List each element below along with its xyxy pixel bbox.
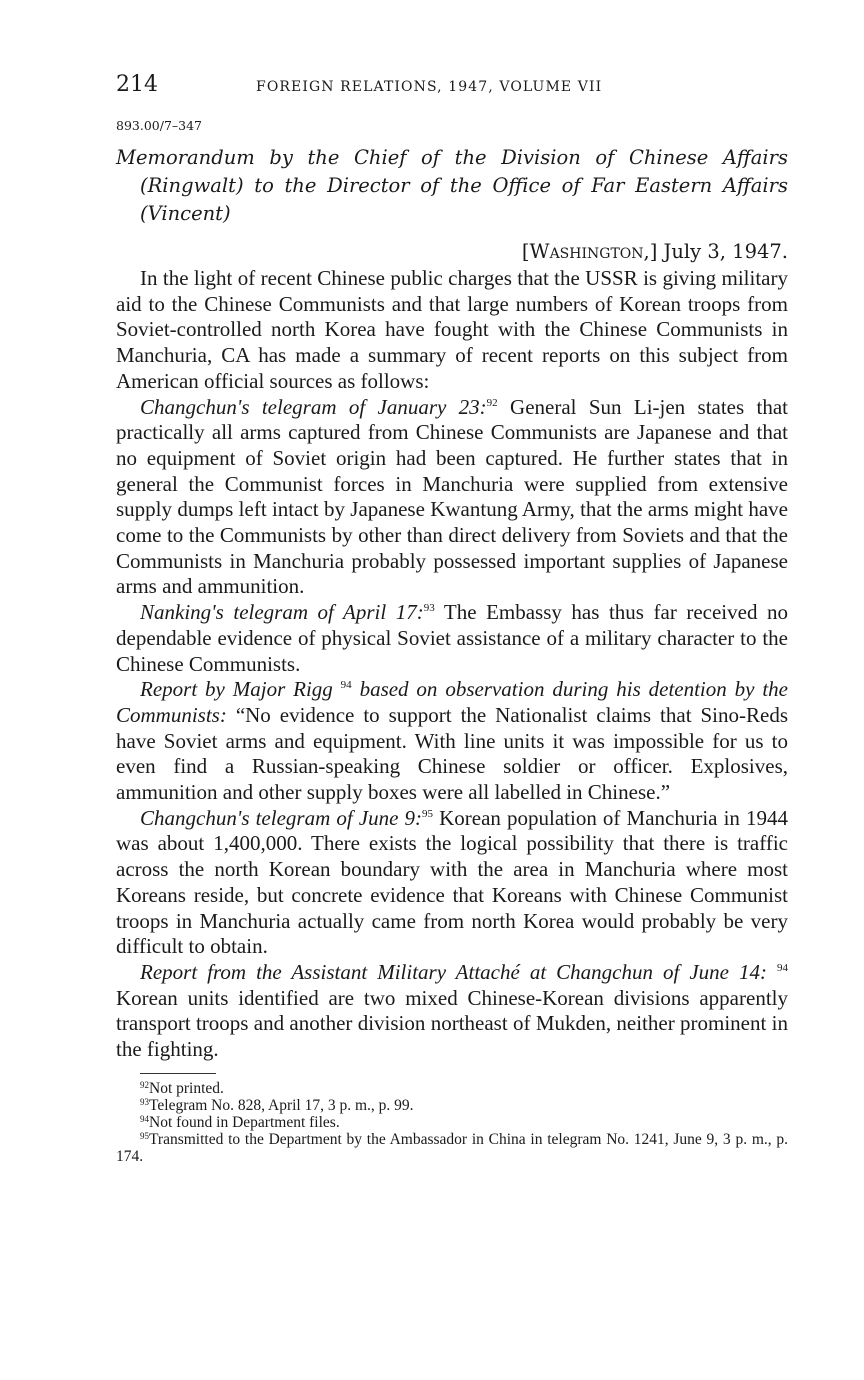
footnote-number: 93: [140, 1096, 149, 1107]
footnote-93: [116, 1097, 788, 1114]
footnote-92: [116, 1080, 788, 1097]
footnote-number: 94: [140, 1113, 149, 1124]
paragraph-text: “No evidence to support the Nationalist claims that Sino-Reds have Soviet arms and equipment. With line units it was impossible for us to even find a Russian-speaking Chinese soldier or officer. Explosives, ammunition and other supply boxes were all labelled in Chinese.”: [116, 702, 788, 805]
page-number: 214: [116, 72, 158, 97]
paragraph-lead: Changchun's telegram of June 9:: [140, 805, 422, 830]
footnote-94: [116, 1114, 788, 1131]
paragraph-lead: Changchun's telegram of January 23:: [140, 394, 487, 419]
paragraph-changchun-june: [116, 806, 788, 960]
paragraph-nanking-april: [116, 600, 788, 677]
paragraph-major-rigg: [116, 677, 788, 806]
footnote-text: Not found in Department files.: [149, 1113, 340, 1131]
paragraph-text: The Embassy has thus far received no dependable evidence of physical Soviet assistance of a military character to the Chinese Communists.: [116, 600, 788, 676]
dateline: [116, 238, 788, 266]
footnote-number: 95: [140, 1130, 149, 1141]
footnote-ref[interactable]: 92: [486, 396, 498, 409]
footnote-95: [116, 1131, 788, 1165]
file-number: 893.00/7–347: [116, 118, 203, 133]
paragraph-text: Korean population of Manchuria in 1944 was about 1,400,000. There exists the logical possibility that there is traffic across the north Korean boundary with the area in Manchuria where most Koreans reside, but concrete evidence that Koreans with Chinese Communist troops in Manchuria actually came from north Korea would probably be very difficult to obtain.: [116, 805, 789, 959]
footnote-ref[interactable]: 94: [777, 961, 789, 974]
paragraph-lead: Nanking's telegram of April 17:: [140, 600, 424, 625]
footnote-ref[interactable]: 94: [340, 679, 352, 692]
paragraph-lead-continued: based on observation during his detention by the Communists:: [116, 677, 789, 727]
paragraph-intro: [116, 266, 788, 395]
running-title: FOREIGN RELATIONS, 1947, VOLUME VII: [256, 79, 603, 95]
memorandum-body: [116, 266, 788, 1063]
dateline-place: [Washington,]: [521, 240, 658, 263]
footnote-number: 92: [140, 1079, 149, 1090]
running-head: [116, 72, 788, 102]
footnote-ref[interactable]: 95: [422, 807, 433, 820]
document-page: [116, 72, 788, 1165]
footnote-text: Transmitted to the Department by the Ambassador in China in telegram No. 1241, June 9, 3 p. m., p. 174.: [116, 1130, 788, 1165]
paragraph-text: In the light of recent Chinese public charges that the USSR is giving military aid to the Chinese Communists and that large numbers of Korean troops from Soviet-controlled north Korea have fought with the Chinese Communists in Manchuria, CA has made a summary of recent reports on this subject from American official sources as follows:: [116, 266, 788, 393]
dateline-date: July 3, 1947.: [663, 240, 788, 263]
footnotes: [116, 1080, 788, 1165]
paragraph-text: General Sun Li-jen states that practically all arms captured from Chinese Communists are Japanese and that no equipment of Soviet origin had been captured. He further states that in general the Communist forces in Manchuria were supplied from extensive supply dumps left intact by Japanese Kwantung Army, that the arms might have come to the Communists by other than direct delivery from Soviets and that the Communists in Manchuria probably possessed important supplies of Japanese arms and ammunition.: [116, 394, 789, 599]
footnote-ref[interactable]: 93: [423, 602, 435, 615]
paragraph-text: Korean units identified are two mixed Chinese-Korean divisions apparently transport troops and another division northeast of Mukden, neither prominent in the fighting.: [116, 985, 788, 1062]
footnote-divider: [140, 1073, 216, 1074]
paragraph-lead: Report from the Assistant Military Attaché at Changchun of June 14:: [140, 959, 767, 984]
document-title: Memorandum by the Chief of the Division of Chinese Affairs (Ringwalt) to the Director of the Office of Far Eastern Affairs (Vincent): [116, 146, 788, 225]
footnote-text: Telegram No. 828, April 17, 3 p. m., p. 99.: [149, 1096, 414, 1114]
footnote-text: Not printed.: [149, 1079, 224, 1097]
paragraph-military-attache: [116, 960, 788, 1063]
paragraph-lead: Report by Major Rigg: [140, 677, 333, 702]
paragraph-changchun-january: [116, 395, 788, 601]
